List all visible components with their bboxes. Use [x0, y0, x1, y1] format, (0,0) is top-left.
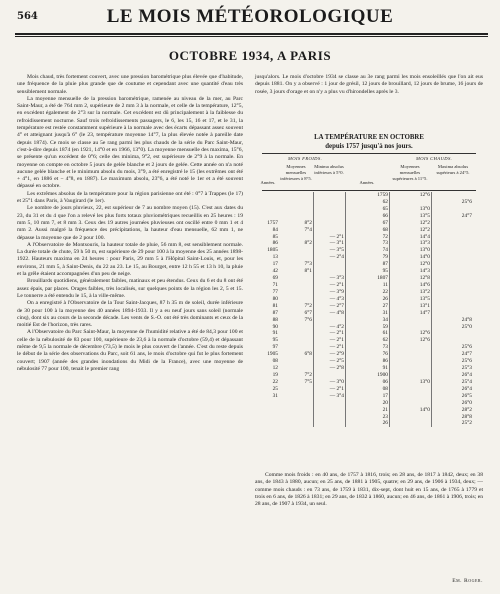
table-cell: 14°0 [419, 406, 430, 413]
table-cell: 26 [382, 295, 388, 302]
table-cell: 59 [382, 323, 388, 330]
table-row [262, 386, 476, 393]
table-row [262, 261, 476, 268]
header-annees-2: Années. [359, 180, 375, 185]
table-cell: 1805 [267, 247, 278, 254]
table-header-rule [262, 190, 476, 191]
header-minima: Minima absolus inférieurs à 5°0. [314, 164, 344, 175]
header-moyennes-chaudes: Moyennes mensuelles supérieures à 11°5. [392, 164, 428, 181]
table-row [262, 268, 476, 275]
table-cell: 81 [272, 302, 278, 309]
table-cell: 22 [382, 288, 388, 295]
table-row [262, 310, 476, 317]
table-cell: 1757 [267, 219, 278, 226]
table-cell: 24°8 [461, 316, 472, 323]
table-cell: — 2°5 [329, 358, 344, 365]
table-cell: 1807 [377, 275, 388, 282]
table-cell: 1905 [267, 351, 278, 358]
table-cell: 26 [382, 420, 388, 427]
table-row [262, 344, 476, 351]
table-cell: — 3°4 [329, 392, 344, 399]
table-cell: 1900 [377, 371, 388, 378]
table-row [262, 365, 476, 372]
table-cell: 12°6 [419, 330, 430, 337]
paragraph: Brouillards quotidiens, généralement faibles, matinaux et peu étendus. Ceux du 6 et du 8 ont été assez épais, par places. Orages faibles, très localisés, sur quelques points de la région les 2, 5 et 15. Le tonnerre a été entendu le 15, à la ville-même. [17, 278, 243, 299]
header-maxima: Maxima absolus supérieurs à 24°5. [436, 164, 470, 175]
table-cell: 1759 [377, 192, 388, 198]
right-column-conclusion [255, 472, 483, 508]
table-cell: — 2°1 [329, 281, 344, 288]
table-row [262, 227, 476, 234]
paragraph: Les extrêmes absolus de la température pour la région parisienne ont été : 0°7 à Trappes (le 17) et 25°1 dans Paris, à Vaugirard (le 1er). [17, 190, 243, 205]
table-cell: 13 [272, 254, 278, 261]
table-cell: 23 [382, 413, 388, 420]
table-cell: 79 [382, 254, 388, 261]
table-cell: 25°6 [461, 198, 472, 205]
table-cell: 06 [382, 378, 388, 385]
table-row [262, 296, 476, 303]
table-cell: 61 [382, 330, 388, 337]
table-cell: 84 [272, 226, 278, 233]
temperature-table [262, 192, 476, 427]
table-cell: 13°0 [419, 247, 430, 254]
table-cell: 42 [272, 268, 278, 275]
table-cell: 91 [382, 365, 388, 372]
table-row [262, 192, 476, 199]
table-cell: 14°6 [419, 281, 430, 288]
table-row [262, 393, 476, 400]
table-cell: 76 [382, 351, 388, 358]
group-cold-label: MOIS FROIDS. [288, 156, 323, 161]
table-row [262, 275, 476, 282]
table-cell: 13°5 [419, 212, 430, 219]
table-row [262, 240, 476, 247]
paragraph: Mois chaud, très fortement couvert, avec une pression barométrique plus élevée que d'habitude, une fréquence de la pluie plus grande que de coutume et cependant avec une quantité d'eau très sensiblement normale. [17, 74, 243, 95]
table-row [262, 282, 476, 289]
table-cell: 13°2 [419, 288, 430, 295]
paragraph: A l'Observatoire du Parc Saint-Maur, la moyenne de l'humidité relative a été de 84,3 pour 100 et celle de la nébulosité de 83 pour 100, supérieure de 23,6 à la normale d'octobre (59,4) et dépassant même de 9,5 la normale de décembre (73,5) le mois le plus couvert de l'année. C'est du reste depuis le début de la série des observations du Parc, soit 61 ans, le mois d'octobre qui fut le plus fortement couvert; 1907 (année des grandes inondations du Midi de la France), avec une moyenne de nébulosité 77 pour 100, tenait le premier rang [17, 329, 243, 372]
table-row [262, 400, 476, 407]
table-cell: 13°1 [419, 302, 430, 309]
table-cell: 25°3 [461, 365, 472, 372]
table-cell: 8°2 [304, 240, 312, 247]
table-cell: 12°2 [419, 226, 430, 233]
table-cell: 90 [272, 323, 278, 330]
table-cell: 14°7 [419, 309, 430, 316]
table-cell: 6°7 [304, 309, 312, 316]
table-cell: 73 [382, 240, 388, 247]
table-row [262, 324, 476, 331]
table-cell: 14°3 [419, 268, 430, 275]
table-cell: 22 [272, 378, 278, 385]
table-row [262, 199, 476, 206]
table-cell: 7°2 [304, 302, 312, 309]
table-row [262, 234, 476, 241]
table-cell: 7°6 [304, 316, 312, 323]
table-cell: 12°6 [419, 337, 430, 344]
table-cell: 8°2 [304, 219, 312, 226]
table-cell: 13°5 [419, 295, 430, 302]
table-cell: 21 [382, 406, 388, 413]
table-row [262, 372, 476, 379]
table-cell: — 2°1 [329, 385, 344, 392]
table-cell: 8°1 [304, 268, 312, 275]
table-row [262, 420, 476, 427]
right-column-intro [255, 74, 483, 96]
table-cell: 72 [382, 233, 388, 240]
table-cell: 12°8 [419, 275, 430, 282]
table-cell: 13°3 [419, 240, 430, 247]
paragraph: Le nombre de jours pluvieux, 22, est supérieur de 7 au nombre moyen (15). C'est aux dates du 23, du 31 et du 4 que l'on a relevé les plus forts totaux pluviométriques recueillis en 25 heures : 19 mm 5, 10 mm 7, et 8 mm 3. Ceux des 19 autres journées pluvieuses ont oscillé entre 0 mm 1 et 4 mm 2. Aussi malgré la fréquence des précipitations, la hauteur d'eau mensuelle, 62 mm 1, ne dépasse la moyenne que de 2 pour 100. [17, 205, 243, 241]
paragraph: On a enregistré à l'Observatoire de la Tour Saint-Jacques, 87 h 35 m de soleil, durée inférieure de 30 pour 100 à la moyenne des 40 années 1894-1933. Il y a eu neuf jours sans soleil (normale cinq), dont six au cours de la seconde décade. Les vents de S.-O. ont été très dominants et ceux de la moitié Est de l'horizon, très rares. [17, 300, 243, 329]
table-cell: 24°7 [461, 351, 472, 358]
table-cell: — 3°3 [329, 275, 344, 282]
table-cell: 95 [272, 337, 278, 344]
table-cell: 14°0 [419, 254, 430, 261]
table-cell: — 2°1 [329, 344, 344, 351]
table-title-line2: depuis 1757 jusqu'à nos jours. [325, 143, 413, 150]
table-cell: 31 [382, 309, 388, 316]
table-row [262, 351, 476, 358]
table-cell: 13°0 [419, 378, 430, 385]
table-row [262, 379, 476, 386]
left-column [17, 74, 243, 373]
table-cell: 12 [272, 365, 278, 372]
table-cell: — 2°1 [329, 330, 344, 337]
table-cell: 26°4 [461, 371, 472, 378]
table-cell: 95 [382, 268, 388, 275]
table-top-rule [262, 153, 476, 154]
table-cell: 73 [382, 344, 388, 351]
article-title: OCTOBRE 1934, A PARIS [168, 48, 332, 63]
table-cell: 31 [272, 392, 278, 399]
table-cell: 17 [272, 261, 278, 268]
table-cell: 62 [382, 337, 388, 344]
table-cell: — 3°0 [329, 378, 344, 385]
table-title-line1: LA TEMPÉRATURE EN OCTOBRE [314, 134, 424, 141]
table-cell: 7°3 [304, 261, 312, 268]
table-cell: 97 [272, 344, 278, 351]
table-row [262, 289, 476, 296]
table-cell: 12°2 [419, 219, 430, 226]
table-cell: 66 [382, 212, 388, 219]
table-cell: 80 [272, 295, 278, 302]
table-cell: 7°4 [304, 226, 312, 233]
table-cell: 11 [382, 281, 388, 288]
table-cell: 68 [382, 226, 388, 233]
table-row [262, 337, 476, 344]
table-cell: 62 [382, 198, 388, 205]
table-row [262, 330, 476, 337]
table-cell: 25°6 [461, 344, 472, 351]
masthead-rule [15, 33, 488, 35]
table-row [262, 407, 476, 414]
table-cell: — 2°8 [329, 365, 344, 372]
table-row [262, 213, 476, 220]
table-cell: — 2°7 [329, 302, 344, 309]
table-cell: 25°6 [461, 358, 472, 365]
table-cell: 08 [272, 358, 278, 365]
table-cell: 77 [272, 288, 278, 295]
table-cell: 69 [272, 275, 278, 282]
table-cell: 67 [382, 219, 388, 226]
table-cell: 7°2 [304, 371, 312, 378]
table-title [255, 133, 483, 151]
paragraph: A l'Observatoire de Montsouris, la hauteur totale de pluie, 56 mm 8, est sensiblement normale. La durée totale de chute, 59 h 50 m, est supérieure de 29 pour 100 à la moyenne des 25 années 1898-1922. Hauteurs maxima en 24 heures : pour Paris, 29 mm 5 à l'Hôpital Saint-Louis, et, pour les environs, 21 mm 5, à Saint-Denis, du 22 au 23. Le 15, au Bourget, entre 12 h 55 et 13 h 10, la pluie et la grêle étaient accompagnées d'un peu de neige. [17, 241, 244, 278]
table-cell: 14°4 [419, 233, 430, 240]
table-cell: 13°0 [419, 205, 430, 212]
table-cell: 20 [382, 399, 388, 406]
table-cell: 91 [272, 330, 278, 337]
table-cell: 85 [272, 233, 278, 240]
table-cell: — 3°9 [329, 288, 344, 295]
header-annees: Années. [260, 180, 276, 185]
table-row [262, 303, 476, 310]
table-cell: 87 [382, 261, 388, 268]
table-cell: — 2°1 [329, 233, 344, 240]
table-cell: 34 [382, 316, 388, 323]
author-signature: Em. Roger. [452, 578, 483, 584]
table-cell: 26°5 [461, 392, 472, 399]
table-row [262, 254, 476, 261]
paragraph: jusqu'alors. Le mois d'octobre 1934 se classe au 3e rang parmi les mois ensoleillés que l'on ait eus depuis 1881. On y a observé : 1 jour de grésil, 12 jours de brouillard, 12 jours de brume, 16 jours de rosée, 3 jours d'orage et on n'y a plus vu d'hirondelles après le 3. [255, 74, 483, 95]
table-cell: 25°2 [461, 420, 472, 427]
table-cell: 86 [382, 358, 388, 365]
masthead: LE MOIS MÉTÉOROLOGIQUE [106, 6, 394, 27]
table-row [262, 317, 476, 324]
table-cell: 24°7 [461, 212, 472, 219]
table-row [262, 206, 476, 213]
table-cell: 71 [272, 281, 278, 288]
header-moyennes-froides: Moyennes mensuelles inférieures à 8°5. [280, 164, 312, 181]
table-cell: 26°4 [461, 385, 472, 392]
table-cell: — 4°2 [329, 323, 344, 330]
table-row [262, 220, 476, 227]
table-cell: 25°0 [461, 323, 472, 330]
table-cell: 7°5 [304, 378, 312, 385]
table-cell: 12°0 [419, 261, 430, 268]
paragraph: Comme mois froids : en 40 ans, de 1757 à 1816, trois; en 28 ans, de 1817 à 1842, deux; en 38 ans, de 1843 à 1880, aucun; en 25 ans, de 1881 à 1905, quatre; en 29 ans, de 1906 à 1934, deux; — comme mois chauds : en 73 ans, de 1759 à 1831, dix-sept, dont huit en 15 ans, de 1765 à 1779 et trois en 6 ans, de 1826 à 1831; en 29 ans, de 1832 à 1860, aucun; en 46 ans, de 1861 à 1906, trois; en 28 ans, de 1907 à 1934, un seul. [255, 472, 483, 508]
table-cell: 28°2 [461, 406, 472, 413]
table-cell: 88 [272, 316, 278, 323]
table-cell: 25 [272, 385, 278, 392]
table-cell: 19 [272, 371, 278, 378]
table-cell: 74 [382, 247, 388, 254]
table-cell: — 3°5 [329, 247, 344, 254]
table-cell: 26°0 [461, 399, 472, 406]
table-cell: 87 [272, 309, 278, 316]
masthead-rule-thin [15, 36, 488, 37]
table-cell: 27 [382, 302, 388, 309]
table-cell: — 3°1 [329, 240, 344, 247]
group-hot-label: MOIS CHAUDS. [416, 156, 453, 161]
table-cell: — 2°1 [329, 337, 344, 344]
table-row [262, 358, 476, 365]
table-cell: 25°4 [461, 378, 472, 385]
table-cell: — 4°3 [329, 295, 344, 302]
table-cell: 28°8 [461, 413, 472, 420]
table-row [262, 414, 476, 421]
table-row [262, 247, 476, 254]
table-cell: — 2°9 [329, 351, 344, 358]
table-cell: 12°6 [419, 192, 430, 198]
page-number: 564 [17, 11, 38, 22]
table-cell: 08 [382, 385, 388, 392]
table-cell: — 4°8 [329, 309, 344, 316]
table-cell: 17 [382, 392, 388, 399]
table-cell: 86 [272, 240, 278, 247]
table-cell: 6°8 [304, 351, 312, 358]
table-cell: 65 [382, 205, 388, 212]
table-cell: — 2°4 [329, 254, 344, 261]
paragraph: La moyenne mensuelle de la pression barométrique, ramenée au niveau de la mer, au Parc Saint-Maur, a été de 764 mm 2, supérieure de 2 mm 3 à la normale, et celle de la température, 12°5, en excédent également de 2°3 sur la normale. Cet excédent est dû principalement à la faiblesse du refroidissement nocturne. Sauf trois refroidissements passagers, le 6, les 15, 16 et 17, et le 31, la température est restée constamment supérieure à la normale avec des écarts dépassant assez souvent 4° et atteignant jusqu'à 6° (le 23, température moyenne 14°7, la plus élevée notée à pareille date depuis 1874). Ce mois se classe au 5e rang parmi les plus chauds de la série du Parc Saint-Maur, c'est-à-dire depuis 1874 (en 1921, 14°0 et en 1966, 13°0). La moyenne mensuelle des maxima, 15°6, se présente qu'un excédent de 0°6; celle des minima, 9°2, est supérieure de 2°9 à la normale. En moyenne on compte en octobre 5 jours de gelée blanche et 2 jours de gelée. Cette année on n'a noté aucune gelée blanche et le minimum absolu du mois, 3°9, a été enregistré le 15 (les extrêmes ont été + 4°1, en 1886 et − 4°8, en 1887). Le maximum absolu, 23°6, a été noté le 1er et a été souvent dépassé en octobre. [17, 95, 243, 190]
